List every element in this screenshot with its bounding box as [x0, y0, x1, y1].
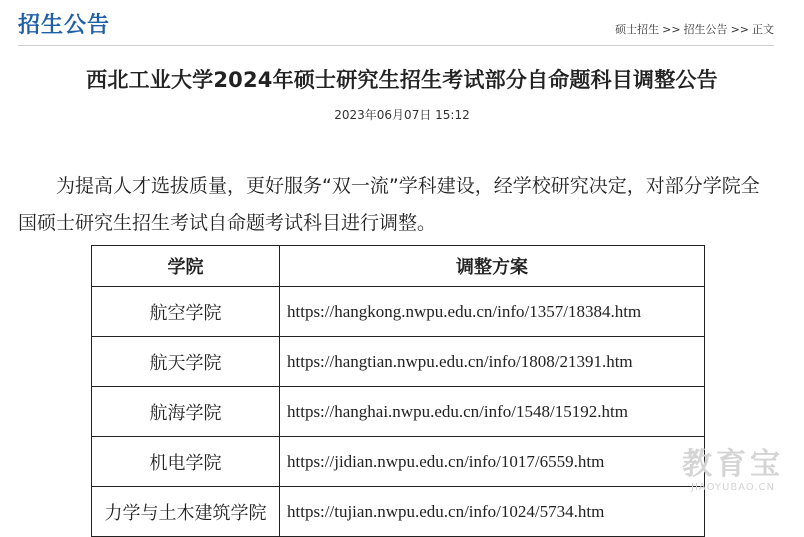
table-cell-college: 机电学院 [92, 437, 280, 487]
table-cell-college: 航天学院 [92, 337, 280, 387]
breadcrumb-item-admission-notices[interactable]: 招生公告 [683, 23, 728, 36]
article-paragraph: 为提高人才选拔质量，更好服务“双一流”学科建设，经学校研究决定，对部分学院全国硕士研究生招生考试自命题考试科目进行调整。 [18, 175, 760, 234]
page-header [18, 0, 774, 46]
table-cell-college: 航空学院 [92, 287, 280, 337]
table-row [92, 287, 705, 337]
table-cell-url[interactable]: https://hanghai.nwpu.edu.cn/info/1548/15192.htm [280, 387, 705, 437]
section-title: 招生公告 [18, 13, 111, 38]
table-row [92, 487, 705, 537]
article-title: 西北工业大学2024年硕士研究生招生考试部分自命题科目调整公告 [86, 68, 718, 92]
table-cell-url[interactable]: https://jidian.nwpu.edu.cn/info/1017/6559.htm [280, 437, 705, 487]
table-cell-url[interactable]: https://tujian.nwpu.edu.cn/info/1024/5734.htm [280, 487, 705, 537]
table-cell-url[interactable]: https://hangkong.nwpu.edu.cn/info/1357/18384.htm [280, 287, 705, 337]
table-row [92, 337, 705, 387]
table-header-row [92, 246, 705, 287]
table-row [92, 387, 705, 437]
breadcrumb [615, 21, 774, 37]
watermark-subtext: JIAOYUBAO.CN [691, 482, 775, 493]
breadcrumb-separator: >> [662, 23, 681, 36]
table-cell-college: 力学与土木建筑学院 [92, 487, 280, 537]
table-header-plan: 调整方案 [280, 246, 705, 287]
breadcrumb-item-current: 正文 [752, 23, 774, 36]
article-date: 2023年06月07日 15:12 [334, 108, 470, 122]
table-cell-url[interactable]: https://hangtian.nwpu.edu.cn/info/1808/21391.htm [280, 337, 705, 387]
table-row [92, 437, 705, 487]
adjustment-table [91, 245, 705, 537]
table-header-college: 学院 [92, 246, 280, 287]
breadcrumb-item-masters-admission[interactable]: 硕士招生 [615, 23, 660, 36]
breadcrumb-separator: >> [730, 23, 749, 36]
watermark-text: 教育宝 [682, 447, 784, 482]
table-cell-college: 航海学院 [92, 387, 280, 437]
